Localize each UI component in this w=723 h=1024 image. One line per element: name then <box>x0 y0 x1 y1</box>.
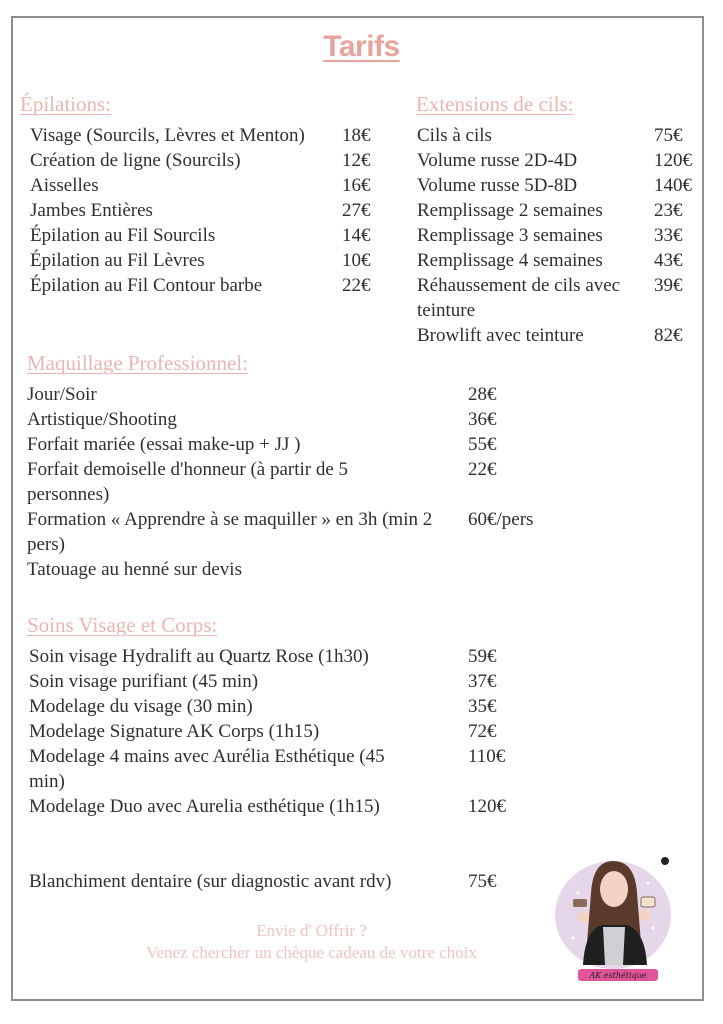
list-item-label: Remplissage 4 semaines <box>417 250 603 271</box>
list-item-label: Remplissage 3 semaines <box>417 225 603 246</box>
section-heading-epilations: Épilations: <box>20 92 111 116</box>
list-item-label: Jambes Entières <box>30 200 153 221</box>
list-item-price: 28€ <box>468 384 497 405</box>
list-item-label: Blanchiment dentaire (sur diagnostic avant rdv) <box>29 871 392 892</box>
list-item-price: 36€ <box>468 409 497 430</box>
list-item-label: Modelage 4 mains avec Aurélia Esthétique (45 min) <box>29 746 385 792</box>
list-item-label: Formation « Apprendre à se maquiller » en 3h (min 2 pers) <box>27 509 433 555</box>
list-item-price: 82€ <box>654 325 683 346</box>
list-item-price: 60€/pers <box>468 509 534 530</box>
list-item-label: Browlift avec teinture <box>417 325 584 346</box>
list-item-price: 12€ <box>342 150 371 171</box>
list-item-label: Épilation au Fil Contour barbe <box>30 275 263 296</box>
list-item-price: 35€ <box>468 696 497 717</box>
section-heading-extensions: Extensions de cils: <box>416 92 574 116</box>
list-item-price: 120€ <box>468 796 506 817</box>
list-item-price: 43€ <box>654 250 683 271</box>
list-item-price: 140€ <box>654 175 692 196</box>
list-item-price: 37€ <box>468 671 497 692</box>
list-item-price: 14€ <box>342 225 371 246</box>
list-item-label: Soin visage Hydralift au Quartz Rose (1h30) <box>29 646 369 667</box>
list-item-label: Aisselles <box>30 175 99 196</box>
woman-illustration-logo-icon <box>553 853 683 993</box>
list-item-price: 72€ <box>468 721 497 742</box>
list-item-price: 39€ <box>654 275 683 296</box>
list-item-price: 22€ <box>342 275 371 296</box>
list-item-label: Forfait demoiselle d'honneur (à partir de 5 personnes) <box>27 459 349 505</box>
page-title: Tarifs <box>323 30 400 63</box>
list-item-price: 16€ <box>342 175 371 196</box>
gift-line-1: Envie d' Offrir ? <box>256 921 367 940</box>
list-item-price: 18€ <box>342 125 371 146</box>
list-item-label: Forfait mariée (essai make-up + JJ ) <box>27 434 301 455</box>
list-item-price: 55€ <box>468 434 497 455</box>
list-item-label: Modelage du visage (30 min) <box>29 696 253 717</box>
section-heading-maquillage: Maquillage Professionnel: <box>27 351 249 375</box>
list-item-price: 75€ <box>468 871 497 892</box>
svg-text:AK esthétique: AK esthétique <box>589 971 647 980</box>
list-item-label: Épilation au Fil Lèvres <box>30 250 205 271</box>
list-item-price: 75€ <box>654 125 683 146</box>
list-item-label: Soin visage purifiant (45 min) <box>29 671 259 692</box>
list-item-price: 22€ <box>468 459 497 480</box>
list-item-label: Cils à cils <box>417 125 492 146</box>
list-item-label: Modelage Duo avec Aurelia esthétique (1h15) <box>29 796 380 817</box>
list-item-label: Visage (Sourcils, Lèvres et Menton) <box>30 125 305 146</box>
list-item-price: 10€ <box>342 250 371 271</box>
list-item-label: Volume russe 5D-8D <box>417 175 578 196</box>
list-item-label: Tatouage au henné sur devis <box>27 559 242 580</box>
list-item-label: Épilation au Fil Sourcils <box>30 225 216 246</box>
list-item-label: Jour/Soir <box>27 384 97 405</box>
list-item-label: Remplissage 2 semaines <box>417 200 603 221</box>
list-item-label: Modelage Signature AK Corps (1h15) <box>29 721 320 742</box>
list-item-price: 59€ <box>468 646 497 667</box>
list-item-price: 33€ <box>654 225 683 246</box>
list-item-label: Création de ligne (Sourcils) <box>30 150 241 171</box>
list-item-price: 27€ <box>342 200 371 221</box>
list-item-label: Artistique/Shooting <box>27 409 177 430</box>
list-item-label: Volume russe 2D-4D <box>417 150 578 171</box>
gift-line-2: Venez chercher un chèque cadeau de votre choix <box>146 943 477 962</box>
list-item-price: 23€ <box>654 200 683 221</box>
list-item-label: Réhaussement de cils avec teinture <box>417 275 621 321</box>
section-heading-soins: Soins Visage et Corps: <box>27 613 218 637</box>
list-item-price: 110€ <box>468 746 506 767</box>
list-item-price: 120€ <box>654 150 692 171</box>
